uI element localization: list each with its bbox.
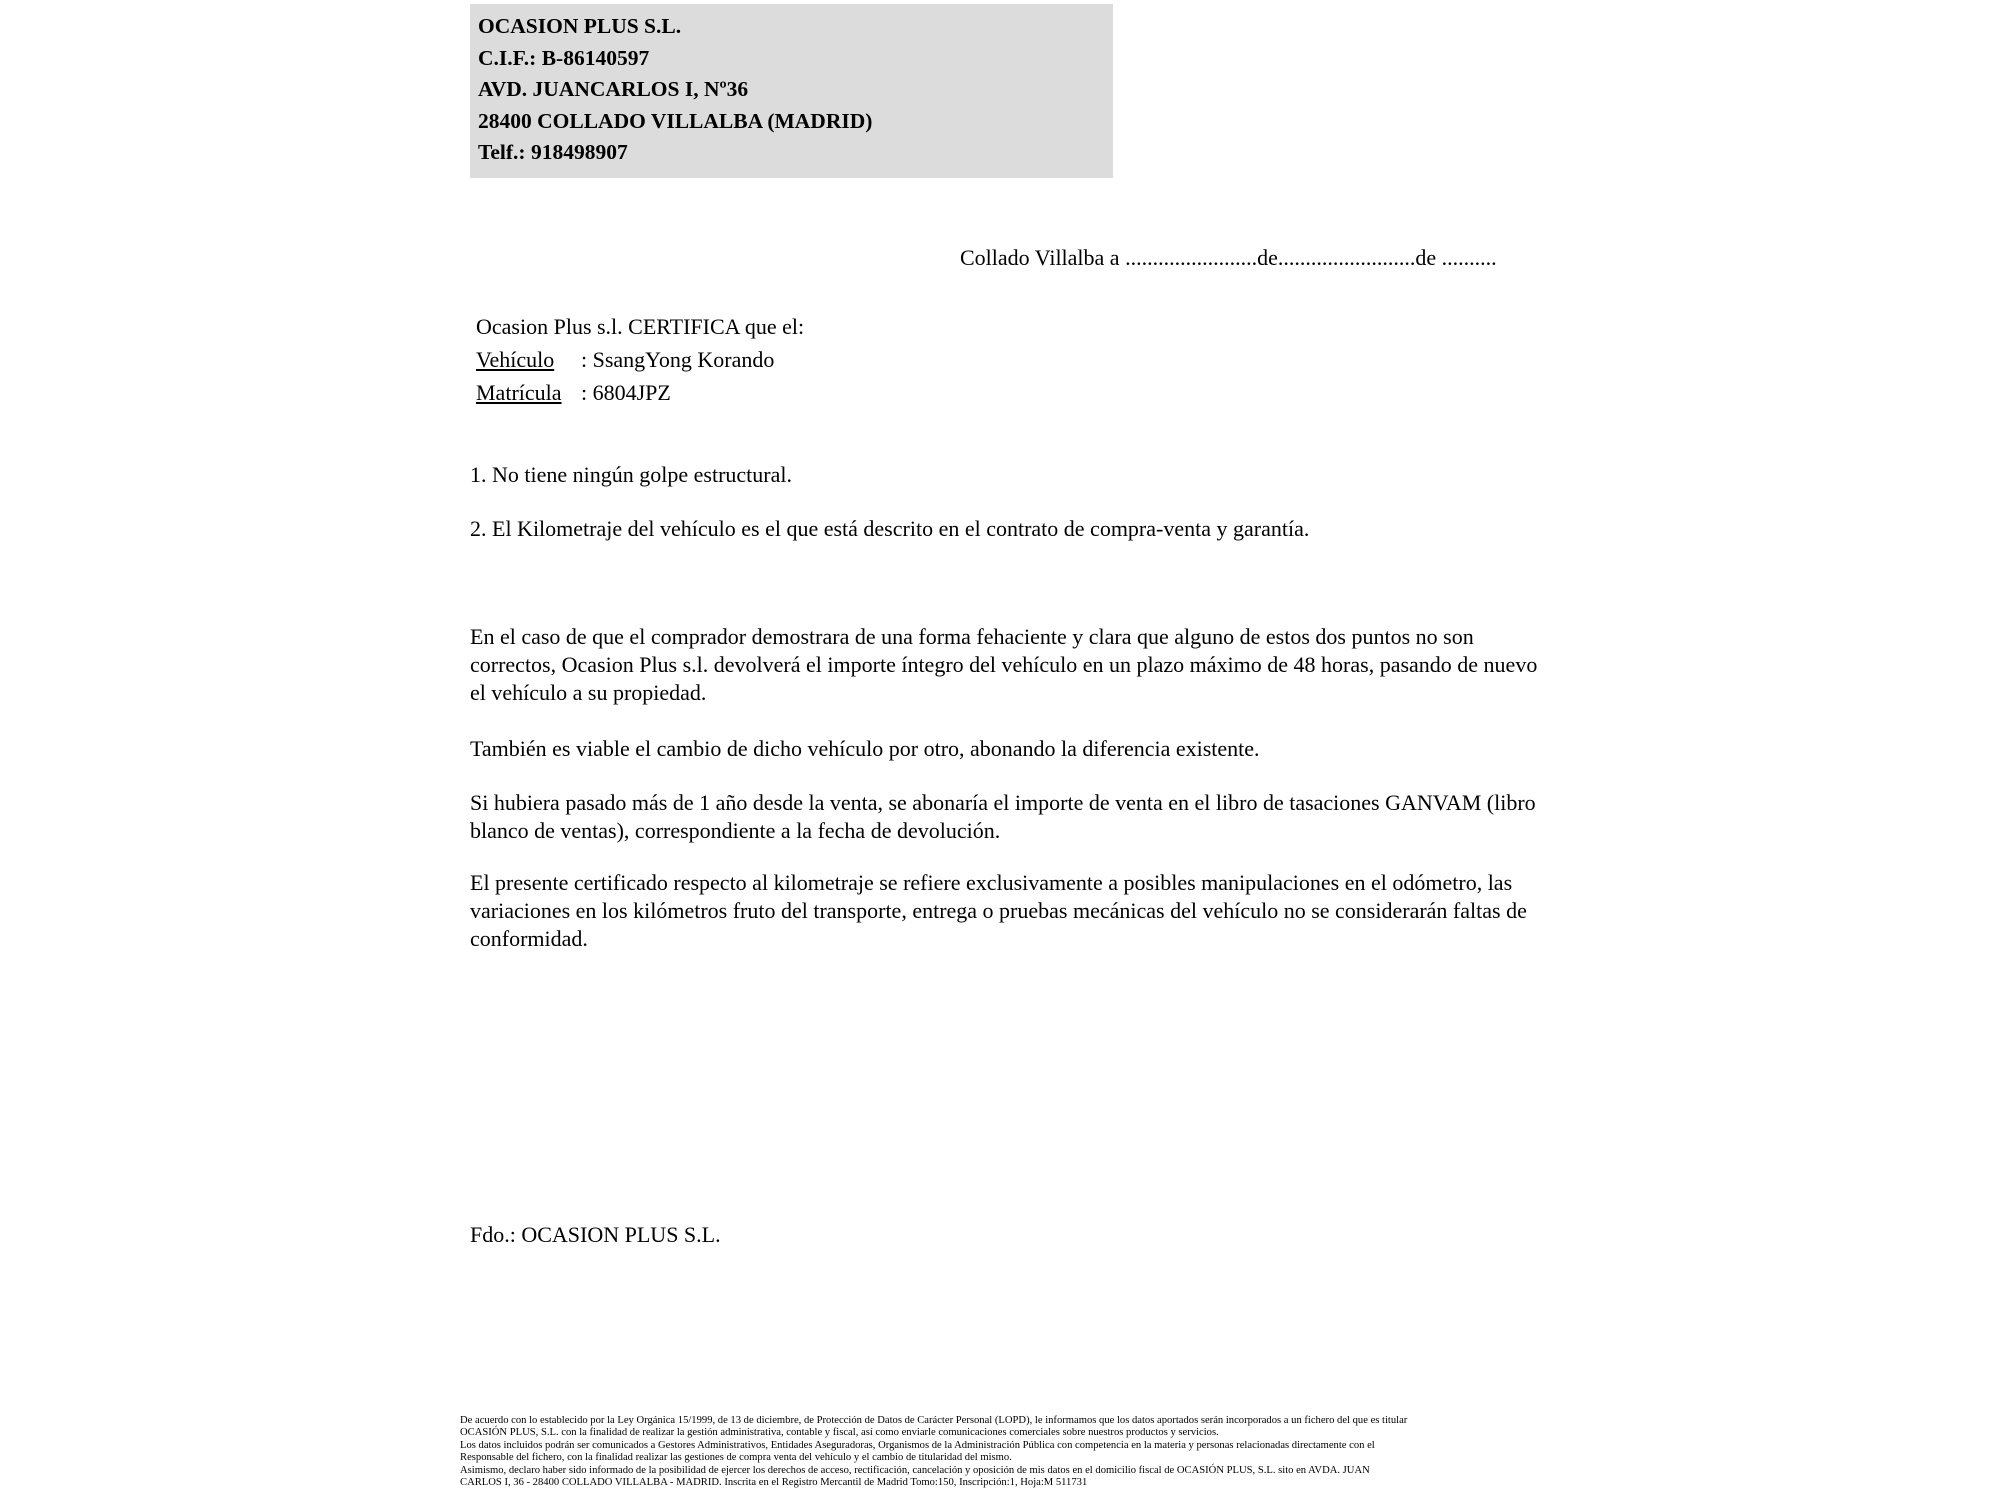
- legal-footer-line: Responsable del fichero, con la finalidad realizar las gestiones de compra venta del vehículo y el cambio de titularidad del mismo.: [460, 1452, 1012, 1464]
- legal-footer-line: OCASIÓN PLUS, S.L. con la finalidad de realizar la gestión administrativa, contable y fiscal, así como enviarle comunicaciones comerciales sobre nuestros productos y servicios.: [460, 1427, 1219, 1439]
- signature-line: Fdo.: OCASION PLUS S.L.: [470, 1221, 721, 1247]
- plate-label-wrap: [476, 376, 581, 409]
- legal-footer-line: De acuerdo con lo establecido por la Ley Orgánica 15/1999, de 13 de diciembre, de Protección de Datos de Carácter Personal (LOPD), le informamos que los datos aportados serán incorporados a un fichero del que es titular: [460, 1414, 1408, 1426]
- company-letterhead: [470, 4, 1113, 178]
- vehicle-label: Vehículo: [476, 346, 555, 372]
- numbered-point-1: 1. No tiene ningún golpe estructural.: [470, 461, 792, 487]
- paragraph-odometer-disclaimer: El presente certificado respecto al kilometraje se refiere exclusivamente a posibles manipulaciones en el odómetro, las variaciones en los kilómetros fruto del transporte, entrega o pruebas mecánicas del vehículo no se considerarán faltas de conformidad.: [470, 869, 1527, 951]
- company-name: OCASION PLUS S.L.: [478, 14, 682, 38]
- plate-field: [476, 376, 1545, 409]
- vehicle-field: [476, 343, 1545, 376]
- vehicle-label-wrap: [476, 343, 581, 376]
- paragraph-refund-terms: En el caso de que el comprador demostrara de una forma fehaciente y clara que alguno de estos dos puntos no son correctos, Ocasion Plus s.l. devolverá el importe íntegro del vehículo en un plazo máximo de 48 horas, pasando de nuevo el vehículo a su propiedad.: [470, 623, 1538, 705]
- legal-footer-line: Los datos incluidos podrán ser comunicados a Gestores Administrativos, Entidades Aseguradoras, Organismos de la Administración Pública con competencia en la materia y personas relacionadas directamente con el: [460, 1439, 1375, 1451]
- legal-footer-line: CARLOS I, 36 - 28400 COLLADO VILLALBA - MADRID. Inscrita en el Registro Mercantil de Madrid Tomo:150, Inscripción:1, Hoja:M 511731: [460, 1477, 1088, 1489]
- plate-label: Matrícula: [476, 379, 562, 405]
- company-city: 28400 COLLADO VILLALBA (MADRID): [478, 108, 873, 133]
- vehicle-value: : SsangYong Korando: [581, 346, 775, 372]
- date-fill-in-line: Collado Villalba a ........................de.........................de ..........: [960, 244, 1497, 270]
- plate-value: : 6804JPZ: [581, 379, 671, 405]
- numbered-point-2: 2. El Kilometraje del vehículo es el que está descrito en el contrato de compra-venta y garantía.: [470, 515, 1310, 541]
- company-phone: Telf.: 918498907: [478, 140, 628, 165]
- certification-block: [470, 310, 1545, 409]
- document-content: [460, 0, 1545, 1490]
- paragraph-ganvam-valuation: Si hubiera pasado más de 1 año desde la venta, se abonaría el importe de venta en el libro de tasaciones GANVAM (libro blanco de ventas), correspondiente a la fecha de devolución.: [470, 789, 1536, 843]
- legal-footer-line: Asimismo, declaro haber sido informado de la posibilidad de ejercer los derechos de acceso, rectificación, cancelación y oposición de mis datos en el domicilio fiscal de OCASIÓN PLUS, S.L. sito en AVDA. JUAN: [460, 1464, 1370, 1476]
- company-address: AVD. JUANCARLOS I, Nº36: [478, 77, 749, 102]
- paragraph-exchange-option: También es viable el cambio de dicho vehículo por otro, abonando la diferencia existente.: [470, 735, 1260, 761]
- legal-footer: [460, 1415, 1545, 1490]
- company-cif: C.I.F.: B-86140597: [478, 45, 650, 70]
- certification-intro: Ocasion Plus s.l. CERTIFICA que el:: [476, 313, 805, 339]
